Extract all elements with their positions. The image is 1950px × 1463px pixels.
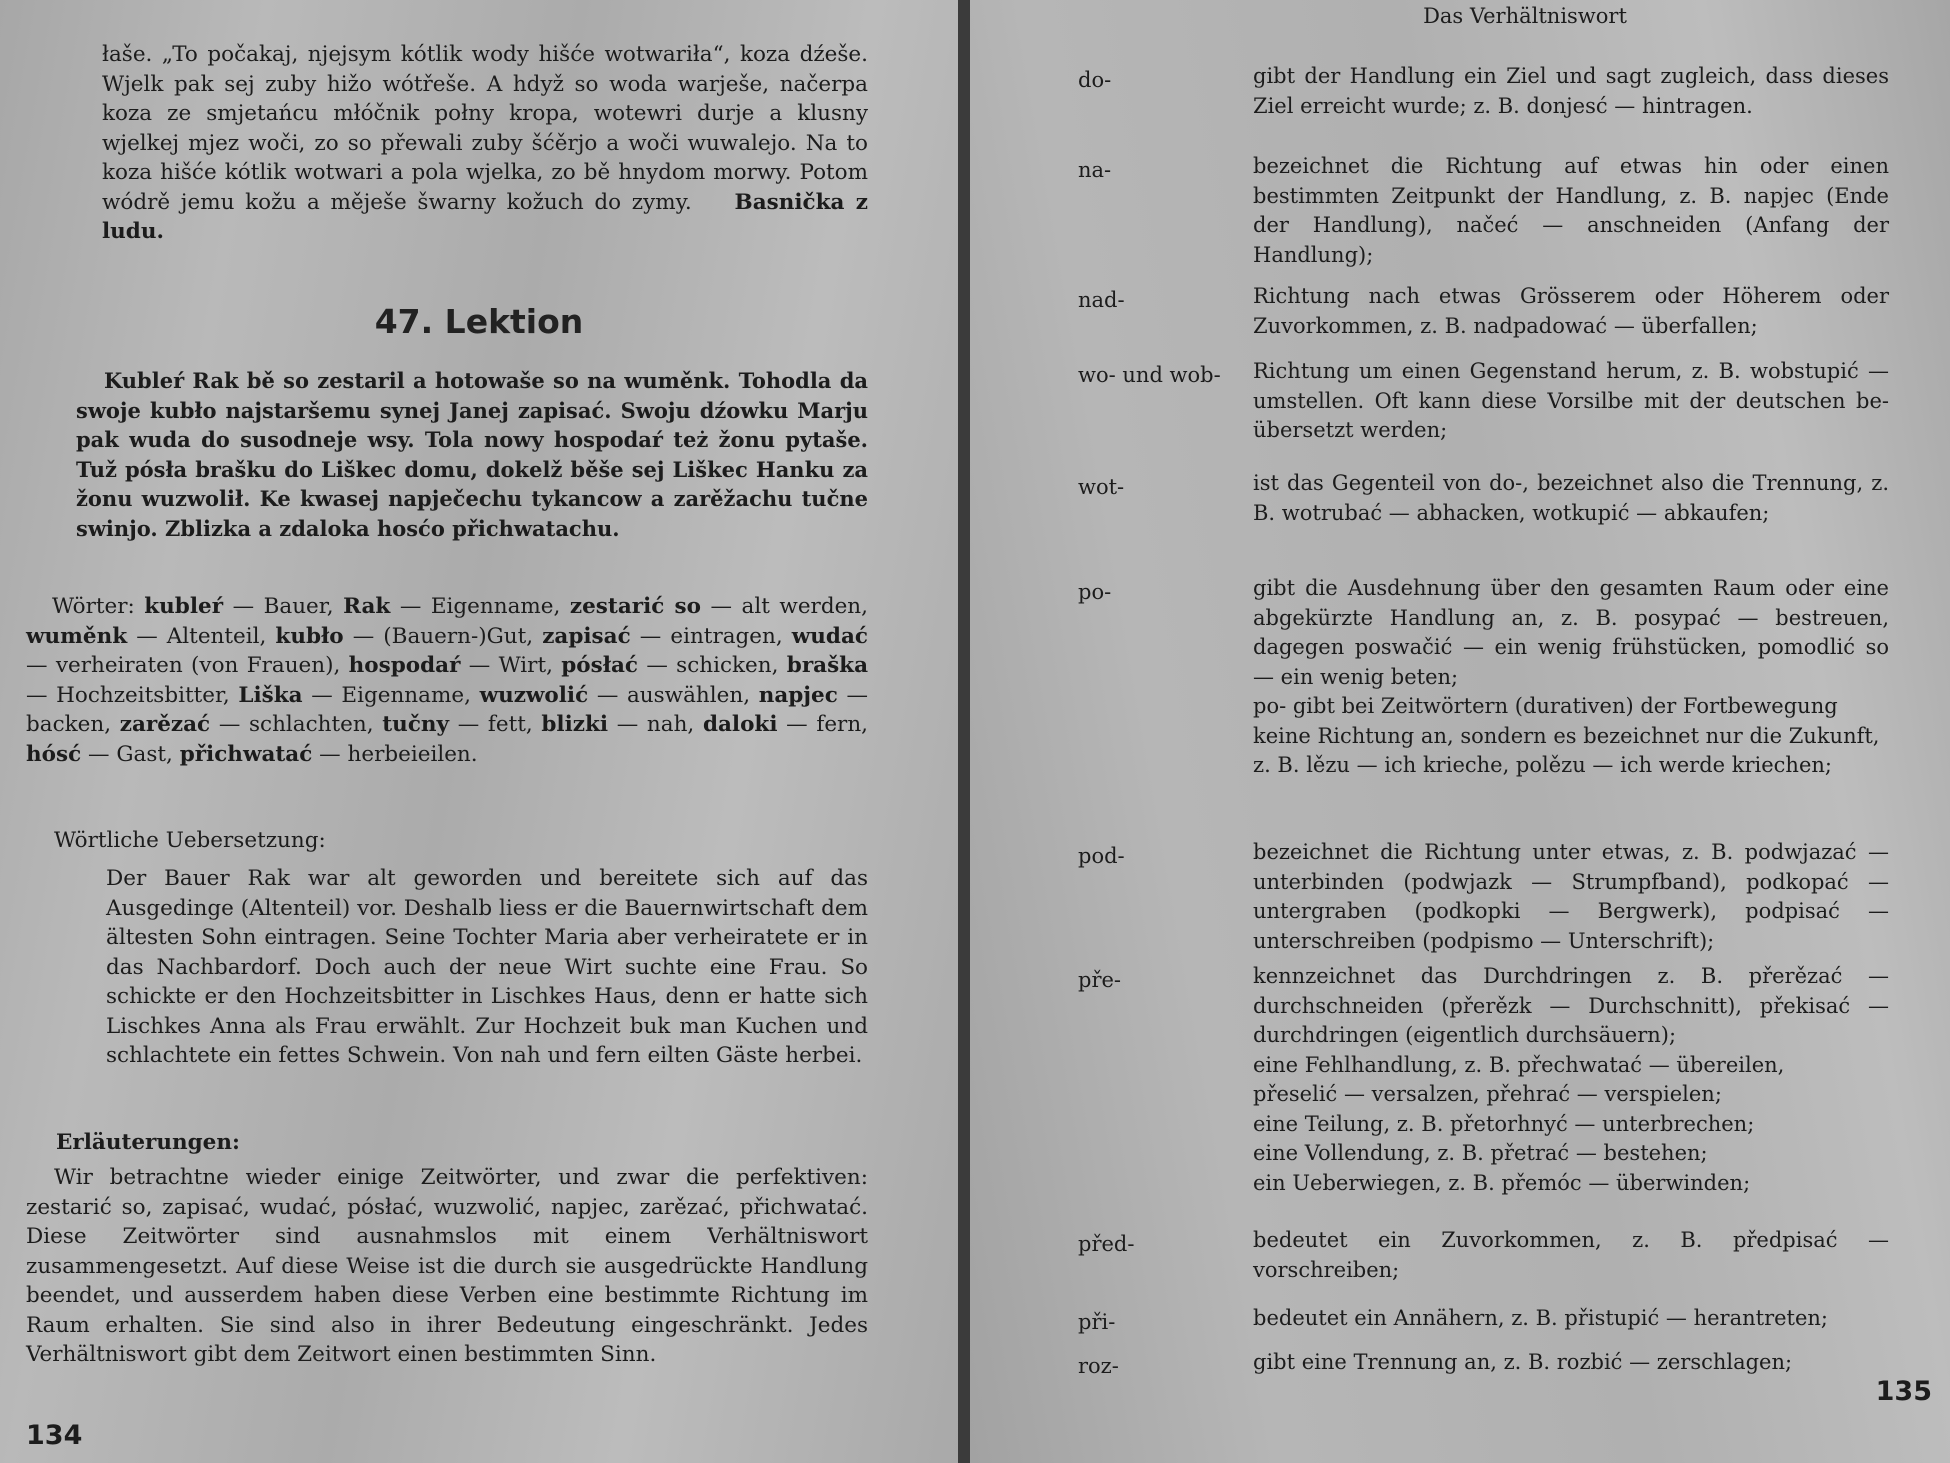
prefix-description <box>1253 282 1889 341</box>
description-line: gibt eine Trennung an, z. B. rozbić — zerschlagen; <box>1253 1350 1793 1374</box>
description-line: po- gibt bei Zeitwörtern (durativen) der Fortbewegung keine Richtung an, sondern es bezeichnet nur die Zukunft, z. B. lězu — ich krieche, polězu — ich werde kriechen; <box>1253 694 1880 777</box>
vocab-gloss: — Altenteil, <box>127 623 276 649</box>
prefix-description <box>1253 1226 1889 1285</box>
translation-heading: Wörtliche Uebersetzung: <box>54 828 326 853</box>
translation <box>26 864 868 1071</box>
vocab-term: daloki <box>702 712 778 737</box>
description-line: Richtung um einen Gegenstand herum, z. B. wobstupić — umstellen. Oft kann diese Vorsilbe mit der deutschen be- übersetzt werden; <box>1253 359 1889 442</box>
vocab-term: blizki <box>541 712 609 737</box>
prefix-description <box>1253 152 1889 270</box>
prefix-label: roz- <box>1078 1354 1119 1378</box>
prefix-description <box>1253 357 1889 446</box>
description-line: bedeutet ein Zuvorkommen, z. B. předpisać — vorschreiben; <box>1253 1228 1889 1282</box>
description-line: eine Vollendung, z. B. přetrać — bestehen; <box>1253 1141 1708 1165</box>
book-gutter <box>958 0 970 1463</box>
prefix-description <box>1253 1348 1889 1378</box>
explanations <box>26 1163 868 1370</box>
vocab-gloss: — (Bauern-)Gut, <box>343 623 543 649</box>
vocab-term: wuměnk <box>26 623 128 649</box>
prefix-label: do- <box>1078 68 1112 92</box>
vocab-gloss: — alt werden, <box>700 594 868 619</box>
vocab-term: hospodaŕ <box>348 653 461 678</box>
vocab-gloss: — fern, <box>777 712 869 737</box>
vocab-gloss: — backen, <box>26 682 868 737</box>
vocab-term: kubleŕ <box>144 594 224 619</box>
explanations-paragraph: Wir betrachtne wieder einige Zeitwörter, und zwar die perfektiven: zestarić so, zapisać, wudać, pósłać, wuzwolić, napjec, zarězać, přichwatać. Diese Zeitwörter sind ausnahmslos mit einem Verhältniswort zusammengesetzt. Auf diese Weise ist die durch sie ausgedrückte Handlung beendet, und ausserdem haben diese Verben eine bestimmte Richtung im Raum erhalten. Sie sind also in ihrer Bedeutung eingeschränkt. Jedes Verhältniswort gibt dem Zeitwort einen bestimmten Sinn. <box>26 1165 868 1367</box>
page-header-title: Das Verhältniswort <box>1423 4 1627 28</box>
prefix-description <box>1253 838 1889 956</box>
story-text: łaše. „To počakaj, njejsym kótlik wody hišće wotwariła“, koza dźeše. Wjelk pak sej zuby hižo wótřeše. A hdyž so woda warješe, načerpa koza ze smjetańcu młóčnik połny kropa, wotewri durje a klusny wjelkej mjez woči, zo so přewali zuby šćěrjo a woči wuwalejo. Na to koza hišće kótlik wotwari a pola wjelka, zo bě hnydom morwy. Potom wódrě jemu kožu a měješe šwarny kožuch do zymy. <box>102 42 868 215</box>
vocabulary <box>26 592 868 769</box>
vocab-term: zarězać <box>119 712 211 737</box>
vocab-gloss: — Bauer, <box>223 594 344 619</box>
prefix-label: pod- <box>1078 844 1125 868</box>
page-number-right: 135 <box>1875 1376 1932 1407</box>
description-line: ein Ueberwiegen, z. B. přemóc — überwinden; <box>1253 1170 1751 1195</box>
translation-paragraph: Der Bauer Rak war alt geworden und bereitete sich auf das Ausgedinge (Altenteil) vor. Deshalb liess er die Bauernwirtschaft dem ältesten Sohn eintragen. Seine Tochter Maria aber verheiratete er in das Nachbardorf. Doch auch der neue Wirt suchte eine Frau. So schickte er den Hochzeitsbitter in Lischkes Haus, denn er hatte sich Lischkes Anna als Frau erwählt. Zur Hochzeit buk man Kuchen und schlachtete ein fettes Schwein. Von nah und fern eilten Gäste herbei. <box>106 866 868 1068</box>
description-line: bedeutet ein Annähern, z. B. přistupić — herantreten; <box>1253 1306 1829 1330</box>
lesson-title: 47. Lektion <box>374 302 584 341</box>
description-line: přeselić — versalzen, přehrać — verspielen; <box>1253 1082 1722 1106</box>
vocab-gloss: — schicken, <box>638 653 787 678</box>
vocab-gloss: — herbeieilen. <box>312 741 478 767</box>
description-line: gibt der Handlung ein Ziel und sagt zugleich, dass dieses Ziel erreicht wurde; z. B. donjesć — hintragen. <box>1253 64 1889 118</box>
vocab-gloss: — verheiraten (von Frauen), <box>26 653 349 678</box>
story-ending <box>26 40 868 247</box>
vocab-term: braška <box>786 653 869 678</box>
prefix-label: po- <box>1078 580 1112 604</box>
vocab-gloss: — Eigenname, <box>390 594 570 619</box>
prefix-label: nad- <box>1078 288 1125 312</box>
explanations-heading: Erläuterungen: <box>56 1130 240 1155</box>
left-page <box>0 0 958 1463</box>
vocab-term: hósć <box>26 741 82 767</box>
prefix-label: wot- <box>1078 475 1125 499</box>
prefix-label: wo- und wob- <box>1078 363 1221 387</box>
vocab-gloss: — Hochzeitsbitter, <box>26 682 239 708</box>
vocab-term: tučny <box>382 712 450 737</box>
vocab-term: napjec <box>758 682 838 708</box>
vocab-term: přichwatać <box>179 741 313 767</box>
prefix-description <box>1253 62 1889 121</box>
vocab-gloss: — schlachten, <box>210 712 383 737</box>
description-line: bezeichnet die Richtung unter etwas, z. B. podwjazać — unterbinden (podwjazk — Strumpfband), podkopać — untergraben (podkopki — Bergwerk), podpisać — unterschreiben (podpismo — Unterschrift); <box>1253 840 1889 953</box>
vocab-term: zapisać <box>542 623 631 649</box>
vocab-term: zestarić so <box>569 594 701 619</box>
prefix-label: na- <box>1078 158 1112 182</box>
vocabulary-paragraph <box>26 592 868 769</box>
story-source: Basnička z ludu. <box>102 189 868 244</box>
vocab-gloss: — Wirt, <box>460 653 562 678</box>
vocab-gloss: — eintragen, <box>630 623 792 649</box>
vocab-gloss: — auswählen, <box>588 682 759 708</box>
vocab-term: pósłać <box>561 653 639 678</box>
vocab-term: Rak <box>343 594 391 619</box>
vocab-gloss: Wörter: <box>52 594 145 619</box>
lesson-text <box>26 366 868 543</box>
vocab-term: wuzwolić <box>479 682 589 708</box>
vocab-gloss: — Eigenname, <box>302 682 480 708</box>
description-line: eine Teilung, z. B. přetorhnyć — unterbrechen; <box>1253 1111 1755 1136</box>
vocab-gloss: — Gast, <box>81 741 180 767</box>
description-line: Richtung nach etwas Grösserem oder Höherem oder Zuvorkommen, z. B. nadpadować — überfallen; <box>1253 284 1889 338</box>
prefix-description <box>1253 469 1889 528</box>
right-page <box>970 0 1950 1463</box>
page-number-left: 134 <box>26 1420 83 1451</box>
vocab-term: Liška <box>238 682 303 708</box>
lesson-paragraph: Kubleŕ Rak bě so zestaril a hotowaše so na wuměnk. Tohodla da swoje kubło najstaršemu synej Janej zapisać. Swoju dźowku Marju pak wuda do susodneje wsy. Tola nowy hospodaŕ też žonu pytaše. Tuž pósła brašku do Liškec domu, dokelž běše sej Liškec Hanku za žonu wuzwolił. Ke kwasej napječechu tykancow a zarěžachu tučne swinjo. Zblizka a zdaloka hosćo přichwatachu. <box>76 368 868 541</box>
description-line: eine Fehlhandlung, z. B. přechwatać — übereilen, <box>1253 1052 1785 1077</box>
prefix-label: při- <box>1078 1310 1116 1334</box>
vocab-term: kubło <box>275 623 344 649</box>
description-line: kennzeichnet das Durchdringen z. B. přerězać — durchschneiden (přerězk — Durchschnitt), překisać — durchdringen (eigentlich durchsäuern); <box>1253 964 1889 1047</box>
vocab-gloss: — nah, <box>608 712 703 737</box>
vocab-gloss: — fett, <box>449 712 542 737</box>
description-line: gibt die Ausdehnung über den gesamten Raum oder eine abgekürzte Handlung an, z. B. posypać — bestreuen, dagegen poswačić — ein wenig frühstücken, pomodlić so — ein wenig beten; <box>1253 576 1889 689</box>
vocab-term: wudać <box>791 623 868 649</box>
prefix-description <box>1253 962 1889 1198</box>
prefix-label: pře- <box>1078 968 1122 992</box>
prefix-description <box>1253 574 1889 781</box>
description-line: bezeichnet die Richtung auf etwas hin oder einen bestimmten Zeitpunkt der Handlung, z. B. napjec (Ende der Handlung), načeć — anschneiden (Anfang der Handlung); <box>1253 154 1889 267</box>
description-line: ist das Gegenteil von do-, bezeichnet also die Trennung, z. B. wotrubać — abhacken, wotkupić — abkaufen; <box>1253 471 1889 525</box>
prefix-label: před- <box>1078 1232 1135 1256</box>
prefix-description <box>1253 1304 1889 1334</box>
